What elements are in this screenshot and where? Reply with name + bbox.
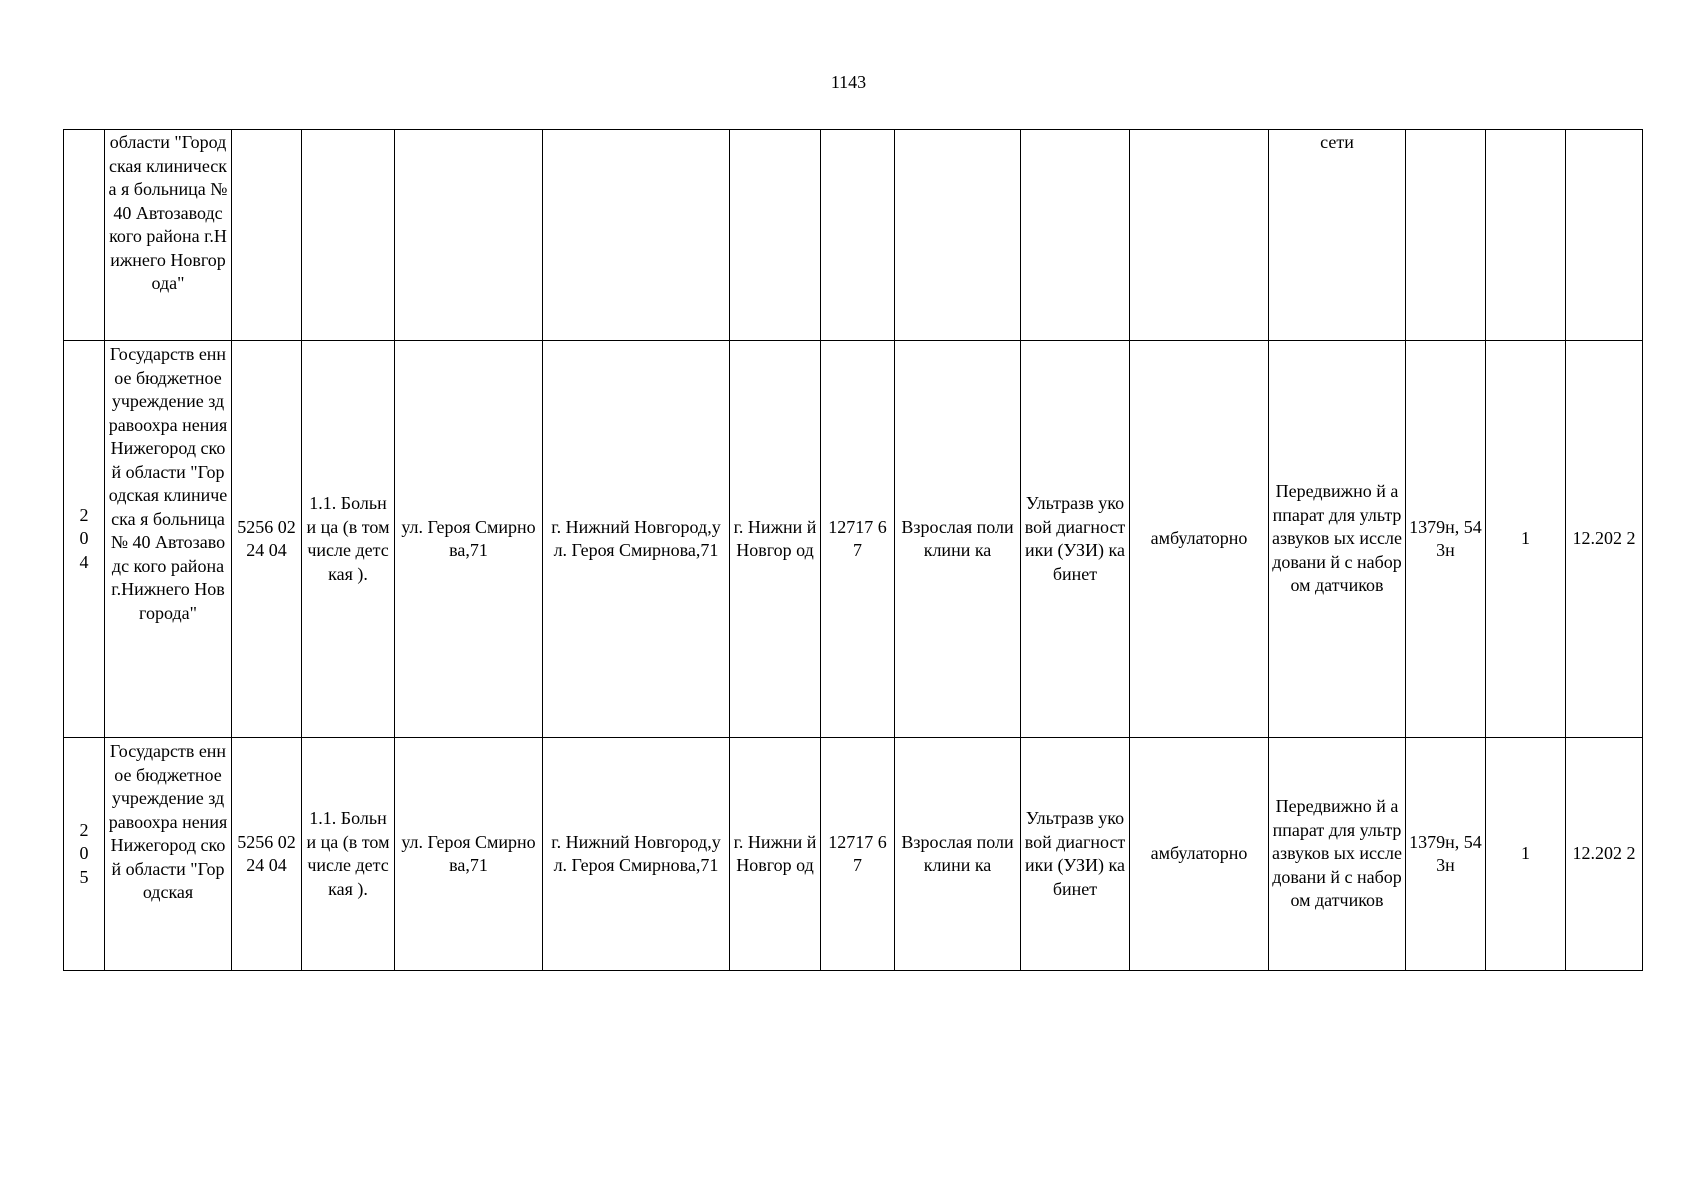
cell-full-address <box>543 130 730 341</box>
cell-date <box>1566 130 1643 341</box>
cell-number: 2 0 5 <box>64 738 105 971</box>
cell-equipment: Передвижно й аппарат для ультразвуков ых исследовани й с набором датчиков <box>1269 738 1406 971</box>
cell-city: г. Нижни й Новгор од <box>730 341 821 738</box>
cell-code: 12717 67 <box>821 341 895 738</box>
cell-inn: 5256 0224 04 <box>232 738 302 971</box>
cell-unit: Взрослая поликлини ка <box>895 341 1021 738</box>
cell-mode: амбулаторно <box>1130 341 1269 738</box>
cell-full-address: г. Нижний Новгород,ул. Героя Смирнова,71 <box>543 738 730 971</box>
cell-city <box>730 130 821 341</box>
cell-date: 12.202 2 <box>1566 341 1643 738</box>
cell-mode: амбулаторно <box>1130 738 1269 971</box>
page-number: 1143 <box>830 72 867 92</box>
cell-quantity <box>1486 130 1566 341</box>
table-row <box>64 738 1643 971</box>
cell-quantity: 1 <box>1486 341 1566 738</box>
cell-date: 12.202 2 <box>1566 738 1643 971</box>
cell-organization: Государств енное бюджетное учреждение здравоохра нения Нижегород ской области "Городская клиническа я больница № 40 Автозаводс кого района г.Нижнего Новгорода" <box>105 341 232 738</box>
cell-number: 2 0 4 <box>64 341 105 738</box>
cell-equipment: сети <box>1269 130 1406 341</box>
cell-inn: 5256 0224 04 <box>232 341 302 738</box>
cell-unit <box>895 130 1021 341</box>
cell-equipment: Передвижно й аппарат для ультразвуков ых исследовани й с набором датчиков <box>1269 341 1406 738</box>
table-row-continued <box>64 130 1643 341</box>
cell-code: 12717 67 <box>821 738 895 971</box>
cell-order: 1379н, 543н <box>1406 738 1486 971</box>
equipment-registry-table <box>63 129 1643 971</box>
cell-department <box>1021 130 1130 341</box>
cell-department: Ультразв уковой диагност ики (УЗИ) кабинет <box>1021 738 1130 971</box>
cell-type <box>302 130 395 341</box>
cell-organization: Государств енное бюджетное учреждение здравоохра нения Нижегород ской области "Городская <box>105 738 232 971</box>
cell-mode <box>1130 130 1269 341</box>
cell-address: ул. Героя Смирнова,71 <box>395 738 543 971</box>
cell-address: ул. Героя Смирнова,71 <box>395 341 543 738</box>
cell-organization: области "Городская клиническа я больница № 40 Автозаводс кого района г.Нижнего Новгорода" <box>105 130 232 341</box>
cell-type: 1.1. Больни ца (в том числе детская ). <box>302 738 395 971</box>
cell-department: Ультразв уковой диагност ики (УЗИ) кабинет <box>1021 341 1130 738</box>
cell-order <box>1406 130 1486 341</box>
cell-unit: Взрослая поликлини ка <box>895 738 1021 971</box>
cell-address <box>395 130 543 341</box>
table-row <box>64 341 1643 738</box>
cell-type: 1.1. Больни ца (в том числе детская ). <box>302 341 395 738</box>
cell-order: 1379н, 543н <box>1406 341 1486 738</box>
cell-code <box>821 130 895 341</box>
cell-quantity: 1 <box>1486 738 1566 971</box>
cell-number <box>64 130 105 341</box>
cell-city: г. Нижни й Новгор од <box>730 738 821 971</box>
cell-full-address: г. Нижний Новгород,ул. Героя Смирнова,71 <box>543 341 730 738</box>
cell-inn <box>232 130 302 341</box>
